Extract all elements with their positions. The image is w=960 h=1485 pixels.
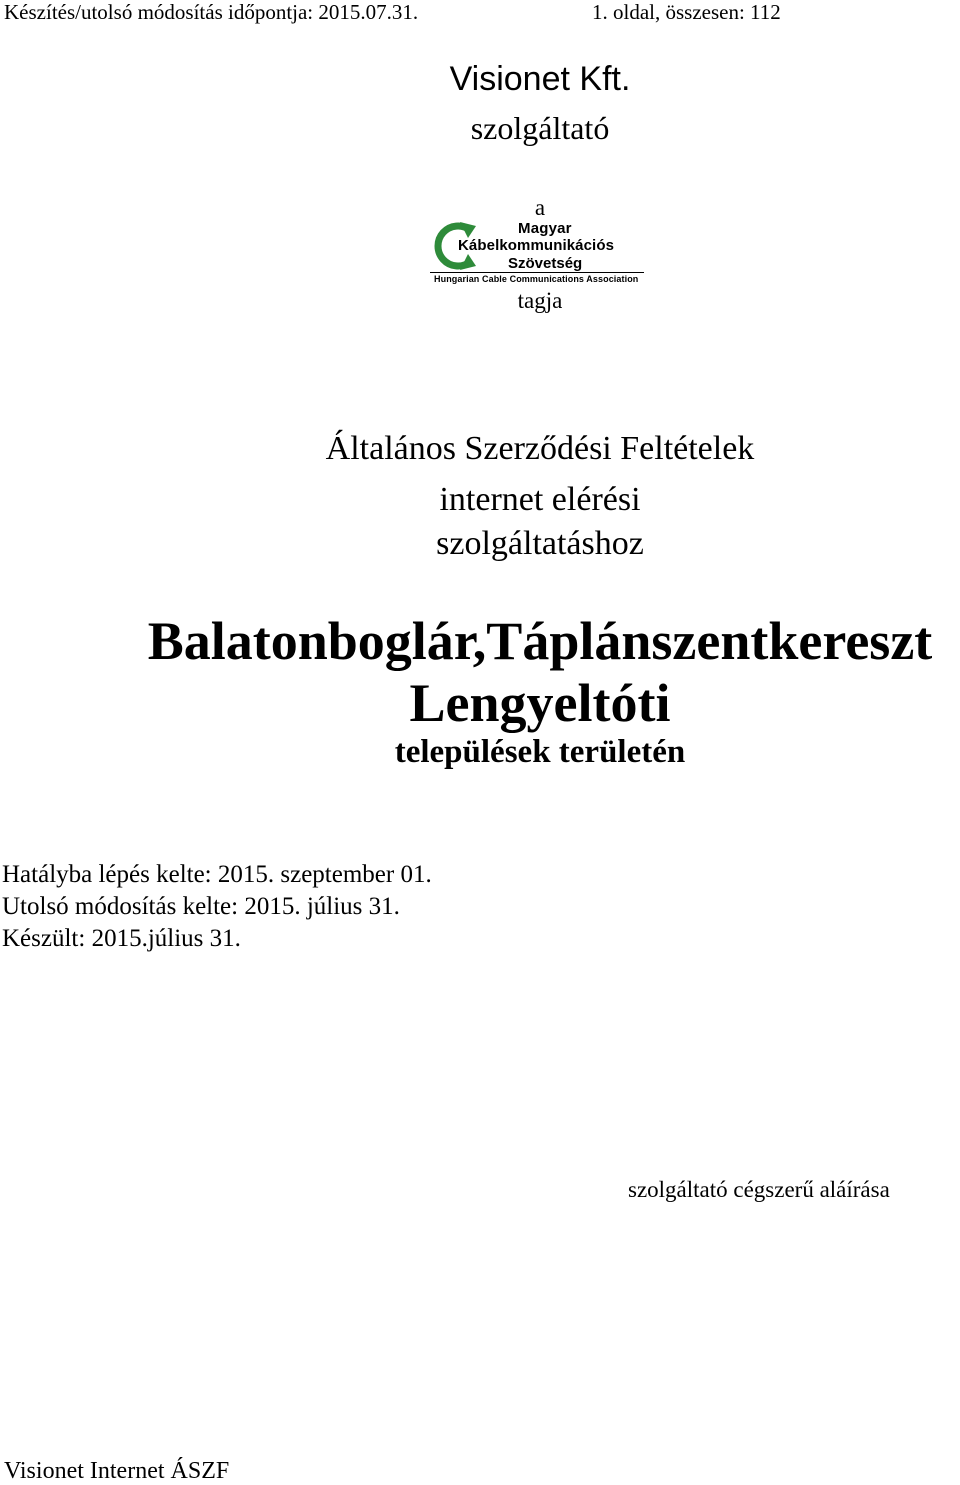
places-line3: települések területén xyxy=(394,734,686,770)
logo-divider xyxy=(430,272,644,273)
provider-role: szolgáltató xyxy=(470,110,610,146)
article-a: a xyxy=(534,195,546,220)
created-date: Készült: 2015.július 31. xyxy=(2,925,241,952)
doc-title-line2: internet elérési xyxy=(439,481,641,518)
effective-date: Hatályba lépés kelte: 2015. szeptember 01. xyxy=(2,861,432,888)
logo-text-english: Hungarian Cable Communications Association xyxy=(434,274,639,284)
logo-text-szovetseg: Szövetség xyxy=(508,255,583,272)
footer-text: Visionet Internet ÁSZF xyxy=(4,1458,230,1484)
member-word: tagja xyxy=(517,288,563,313)
company-name: Visionet Kft. xyxy=(449,60,631,98)
header-page-count: 1. oldal, összesen: 112 xyxy=(592,0,781,24)
logo-text-magyar: Magyar xyxy=(518,220,572,237)
doc-title-line1: Általános Szerződési Feltételek xyxy=(325,430,755,467)
logo-text-kabel: Kábelkommunikációs xyxy=(458,237,615,254)
association-logo xyxy=(430,220,650,286)
modified-date: Utolsó módosítás kelte: 2015. július 31. xyxy=(2,893,400,920)
places-line1: Balatonboglár,Táplánszentkereszt xyxy=(147,611,933,671)
doc-title-line3: szolgáltatáshoz xyxy=(436,525,644,562)
signature-label: szolgáltató cégszerű aláírása xyxy=(628,1177,890,1202)
header-timestamp: Készítés/utolsó módosítás időpontja: 2015.07.31. xyxy=(4,0,419,24)
places-line2: Lengyeltóti xyxy=(409,673,671,733)
